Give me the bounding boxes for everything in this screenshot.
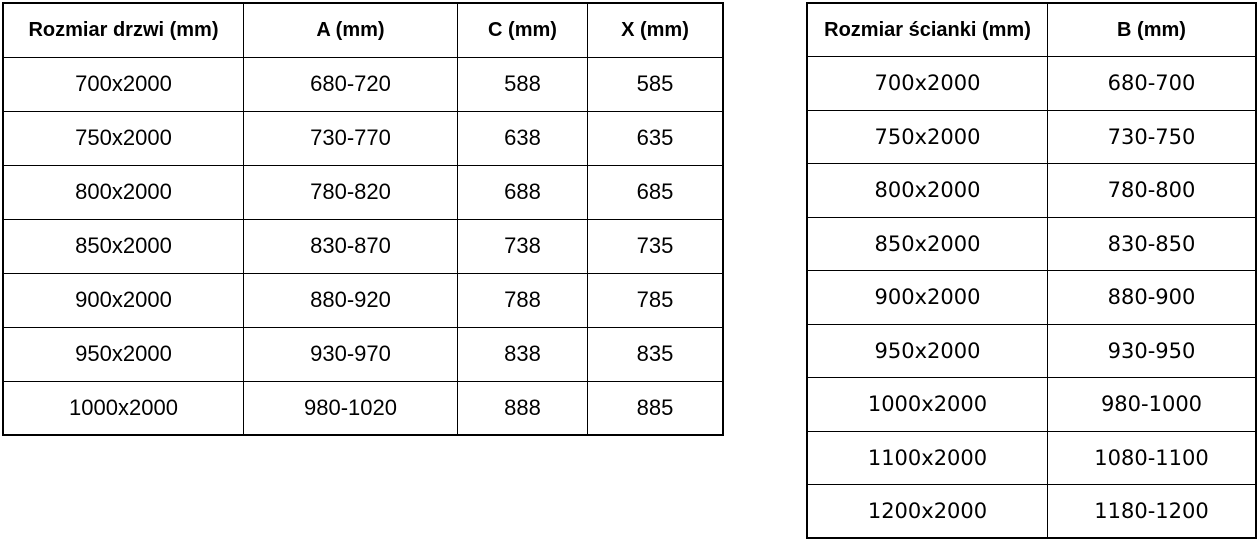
table-cell: 930-950 [1048, 324, 1257, 378]
table-cell: 1000x2000 [3, 381, 244, 435]
table-cell: 730-750 [1048, 110, 1257, 164]
column-header: Rozmiar ścianki (mm) [807, 3, 1048, 57]
table-row [3, 273, 723, 327]
table-cell: 800x2000 [3, 165, 244, 219]
table-cell: 788 [458, 273, 588, 327]
table-row [807, 271, 1256, 325]
table-cell: 635 [588, 111, 724, 165]
table-cell: 685 [588, 165, 724, 219]
table-cell: 850x2000 [3, 219, 244, 273]
column-header: C (mm) [458, 3, 588, 57]
table-row [807, 110, 1256, 164]
table-row [3, 111, 723, 165]
table-row [807, 485, 1256, 539]
column-header: B (mm) [1048, 3, 1257, 57]
table-cell: 750x2000 [807, 110, 1048, 164]
table-row [807, 378, 1256, 432]
table-cell: 680-700 [1048, 57, 1257, 111]
table-cell: 950x2000 [807, 324, 1048, 378]
table-row [807, 164, 1256, 218]
wall-dimensions-table [806, 2, 1257, 539]
table-cell: 800x2000 [807, 164, 1048, 218]
table-cell: 688 [458, 165, 588, 219]
table-cell: 900x2000 [807, 271, 1048, 325]
table-cell: 880-920 [244, 273, 458, 327]
table-row [3, 57, 723, 111]
table-cell: 780-820 [244, 165, 458, 219]
table-cell: 738 [458, 219, 588, 273]
table-cell: 785 [588, 273, 724, 327]
table-cell: 830-850 [1048, 217, 1257, 271]
table-cell: 880-900 [1048, 271, 1257, 325]
table-cell: 1180-1200 [1048, 485, 1257, 539]
column-header: Rozmiar drzwi (mm) [3, 3, 244, 57]
table-cell: 980-1000 [1048, 378, 1257, 432]
table-cell: 1100x2000 [807, 431, 1048, 485]
table-cell: 888 [458, 381, 588, 435]
table-cell: 700x2000 [807, 57, 1048, 111]
table-cell: 585 [588, 57, 724, 111]
table-cell: 700x2000 [3, 57, 244, 111]
table-cell: 1000x2000 [807, 378, 1048, 432]
table-cell: 780-800 [1048, 164, 1257, 218]
table-cell: 930-970 [244, 327, 458, 381]
table-cell: 1080-1100 [1048, 431, 1257, 485]
door-table-header-row [3, 3, 723, 57]
table-row [807, 217, 1256, 271]
table-cell: 830-870 [244, 219, 458, 273]
table-cell: 735 [588, 219, 724, 273]
table-cell: 885 [588, 381, 724, 435]
table-row [3, 381, 723, 435]
table-cell: 850x2000 [807, 217, 1048, 271]
table-cell: 835 [588, 327, 724, 381]
table-cell: 638 [458, 111, 588, 165]
table-cell: 980-1020 [244, 381, 458, 435]
door-dimensions-table [2, 2, 724, 436]
table-row [3, 165, 723, 219]
wall-table-header-row [807, 3, 1256, 57]
column-header: X (mm) [588, 3, 724, 57]
table-cell: 730-770 [244, 111, 458, 165]
table-cell: 1200x2000 [807, 485, 1048, 539]
table-row [3, 219, 723, 273]
table-cell: 838 [458, 327, 588, 381]
table-row [3, 327, 723, 381]
table-cell: 588 [458, 57, 588, 111]
table-cell: 950x2000 [3, 327, 244, 381]
table-cell: 750x2000 [3, 111, 244, 165]
table-row [807, 431, 1256, 485]
table-row [807, 57, 1256, 111]
table-row [807, 324, 1256, 378]
table-cell: 900x2000 [3, 273, 244, 327]
column-header: A (mm) [244, 3, 458, 57]
table-cell: 680-720 [244, 57, 458, 111]
